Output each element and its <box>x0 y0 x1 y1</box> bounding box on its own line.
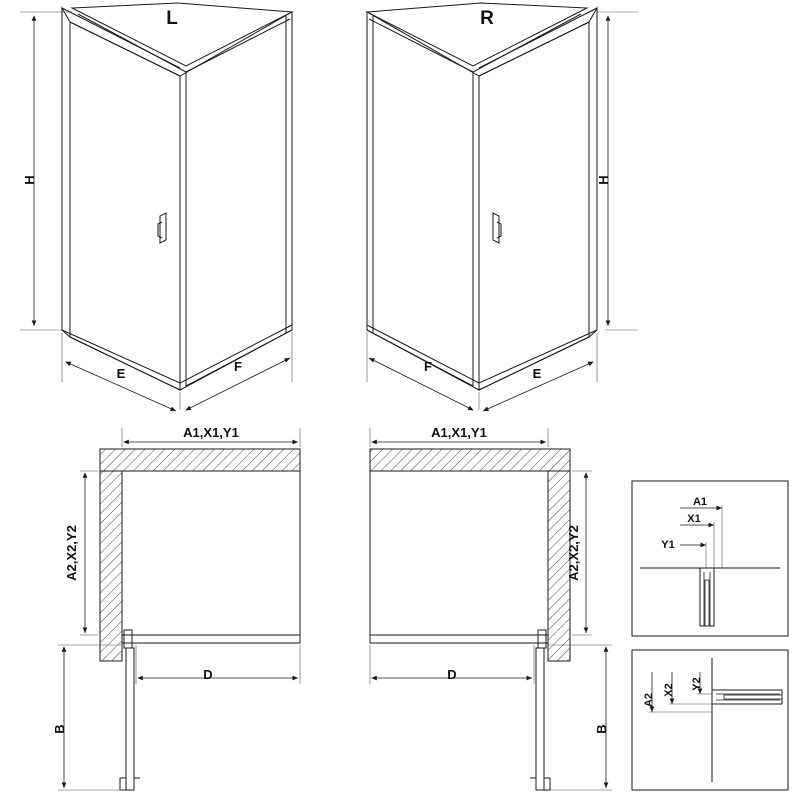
label-detail-y2: Y2 <box>691 677 703 691</box>
label-a2-right: A2,X2,Y2 <box>566 525 581 581</box>
label-detail-a1: A1 <box>692 496 708 508</box>
iso-view-right <box>367 3 638 411</box>
door-handle-plan-right <box>544 778 550 790</box>
open-door-right <box>536 648 544 790</box>
dimension-lines-ef-right <box>367 332 597 410</box>
label-e-left: E <box>116 366 126 381</box>
label-e-right: E <box>532 366 542 381</box>
hinge-block-right <box>538 630 546 648</box>
label-detail-y1: Y1 <box>661 539 675 551</box>
label-d-right: D <box>447 667 457 682</box>
left-wall-edge <box>62 8 70 337</box>
detail-ext-lines-bottom <box>649 694 712 712</box>
wall-hatch-top-left <box>100 449 300 471</box>
label-h-left: H <box>22 175 37 185</box>
open-door-left <box>126 648 134 790</box>
plan-view-left <box>58 428 300 790</box>
dimension-lines-b-left <box>58 645 122 790</box>
door-bottom-rail-left <box>180 325 292 383</box>
hinge-block-left <box>124 630 132 648</box>
front-fixed-panel-left <box>122 635 300 643</box>
door-handle-right <box>493 213 501 243</box>
top-frame-right-inner <box>369 14 581 72</box>
top-frame-left-inner <box>78 14 290 72</box>
wall-hatch-top-right <box>370 449 570 471</box>
detail-view-bottom <box>632 650 788 790</box>
label-d-left: D <box>203 667 213 682</box>
detail-glass-top <box>705 580 709 626</box>
door-bottom-rail-right-2 <box>367 330 473 386</box>
label-h-right: H <box>596 175 611 185</box>
wall-hatch-side-left <box>100 471 122 661</box>
dimension-lines-h-right <box>597 12 638 330</box>
door-bottom-rail-right <box>367 325 479 383</box>
door-bottom-rail-left-2 <box>186 330 292 386</box>
enclosure-plan-left <box>122 471 300 635</box>
dimension-lines-b-right <box>548 645 612 790</box>
door-handle-left <box>158 213 166 243</box>
label-a2-left: A2,X2,Y2 <box>64 525 79 581</box>
detail-ext-lines-top <box>706 505 722 568</box>
label-f-right: F <box>424 359 432 374</box>
iso-view-left <box>20 3 292 411</box>
side-glass-right <box>479 22 589 390</box>
door-handle-plan-left <box>120 778 126 790</box>
label-a1-left: A1,X1,Y1 <box>183 425 239 440</box>
label-b-left: B <box>52 724 67 734</box>
label-variant-right: R <box>480 8 494 29</box>
label-variant-left: L <box>166 8 178 29</box>
detail-glass-bottom <box>724 695 782 699</box>
label-b-right: B <box>594 724 609 734</box>
label-detail-x1: X1 <box>687 513 701 525</box>
label-detail-a2: A2 <box>643 692 655 708</box>
right-wall-edge <box>589 8 597 337</box>
side-glass-left <box>70 22 180 390</box>
label-a1-right: A1,X1,Y1 <box>431 425 487 440</box>
plan-view-right <box>370 428 612 790</box>
front-fixed-panel-right <box>370 635 548 643</box>
dimension-lines-ef-left <box>62 332 292 410</box>
detail-box-bottom <box>632 650 788 790</box>
enclosure-plan-right <box>370 471 548 635</box>
detail-view-top <box>632 481 788 636</box>
dimension-f-right <box>369 358 473 410</box>
dimension-lines-a2-left <box>80 471 98 635</box>
dimension-lines-h-left <box>20 12 72 330</box>
label-f-left: F <box>234 359 242 374</box>
label-detail-x2: X2 <box>663 683 675 697</box>
